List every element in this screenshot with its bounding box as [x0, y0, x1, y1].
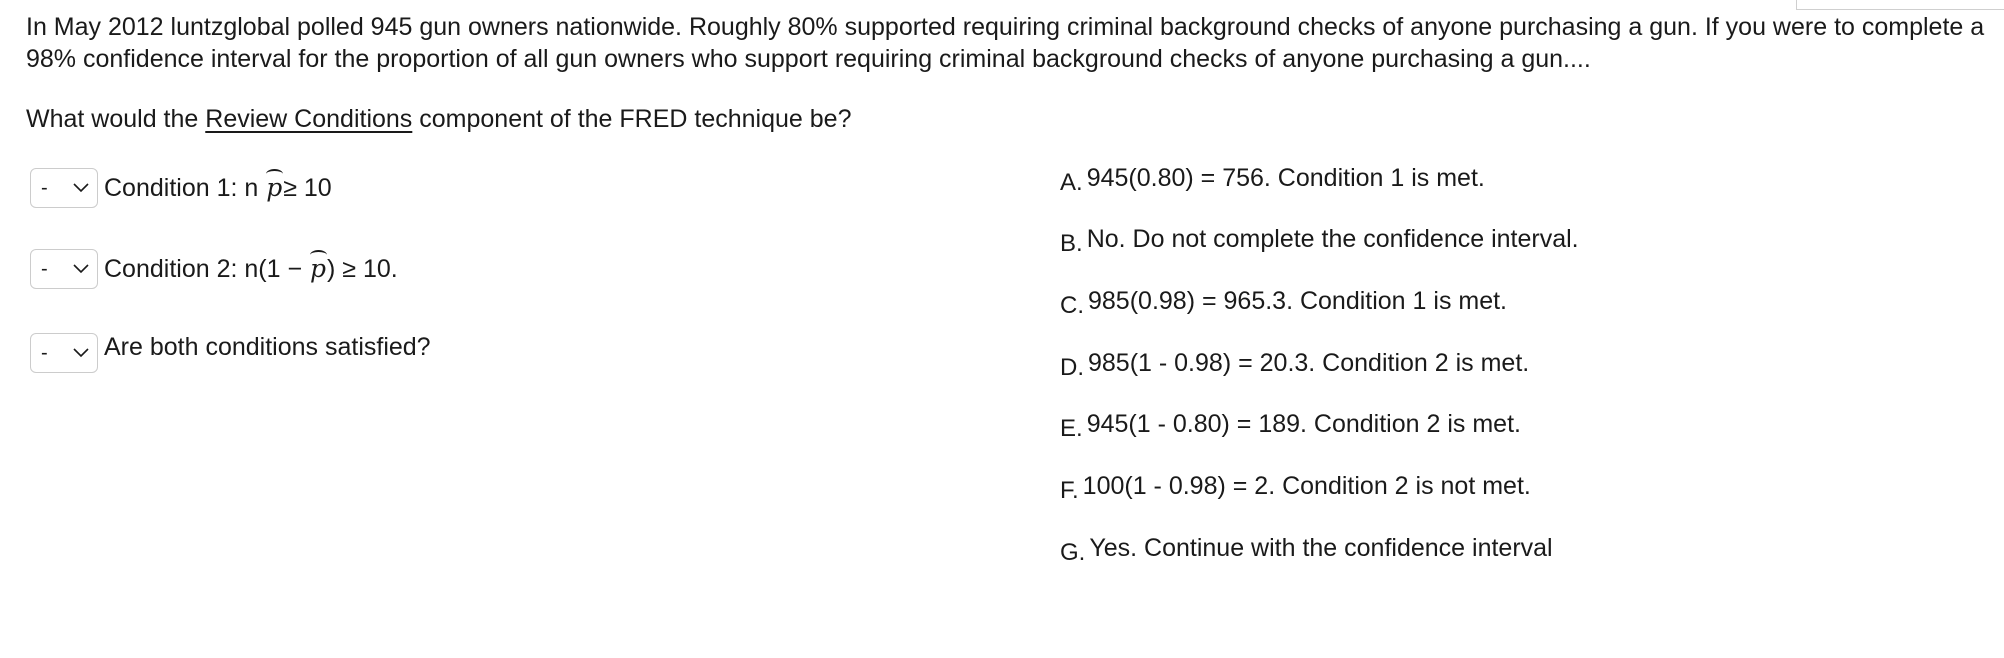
- review-conditions-link: Review Conditions: [205, 105, 413, 133]
- condition-1-pre: Condition 1: n: [104, 174, 266, 202]
- condition-2-dropdown-value: -: [41, 258, 48, 280]
- option-g: [1060, 534, 1553, 566]
- condition-3-row: [30, 333, 431, 373]
- condition-2-row: [30, 249, 398, 289]
- option-e: [1060, 410, 1521, 442]
- option-a: [1060, 164, 1485, 196]
- chevron-down-icon: [73, 264, 89, 274]
- condition-3-dropdown-value: -: [41, 342, 48, 364]
- p-hat-symbol: p: [310, 254, 327, 283]
- condition-2-post: ) ≥ 10.: [327, 255, 398, 283]
- condition-1-dropdown-value: -: [41, 177, 48, 199]
- condition-2-label: [104, 254, 398, 284]
- option-b-letter: B.: [1060, 230, 1083, 257]
- condition-1-row: [30, 168, 332, 208]
- option-b-text: No. Do not complete the confidence interval.: [1086, 225, 1579, 253]
- condition-1-dropdown[interactable]: [30, 168, 98, 208]
- prompt-before: What would the: [26, 105, 206, 133]
- option-g-text: Yes. Continue with the confidence interval: [1089, 534, 1553, 562]
- option-d: [1060, 349, 1530, 381]
- option-d-letter: D.: [1060, 354, 1084, 381]
- option-f-letter: F.: [1060, 477, 1079, 504]
- option-e-letter: E.: [1060, 415, 1083, 442]
- condition-1-post: ≥ 10: [283, 174, 332, 202]
- corner-panel-edge: [1796, 0, 2004, 10]
- condition-3-dropdown[interactable]: [30, 333, 98, 373]
- option-a-letter: A.: [1060, 169, 1083, 196]
- option-b: [1060, 225, 1579, 257]
- option-d-text: 985(1 - 0.98) = 20.3. Condition 2 is met.: [1088, 349, 1530, 377]
- option-f-text: 100(1 - 0.98) = 2. Condition 2 is not met.: [1082, 472, 1531, 500]
- condition-2-dropdown[interactable]: [30, 249, 98, 289]
- question-text: In May 2012 luntzglobal polled 945 gun owners nationwide. Roughly 80% supported requiring criminal background checks of anyone purchasing a gun. If you were to complete a 98% confidence interval for the proportion of all gun owners who support requiring criminal background checks of anyone purchasing a gun....: [26, 13, 1985, 73]
- prompt-text: [26, 103, 851, 135]
- option-c-text: 985(0.98) = 965.3. Condition 1 is met.: [1088, 287, 1508, 315]
- prompt-after: component of the FRED technique be?: [412, 105, 852, 133]
- option-a-text: 945(0.80) = 756. Condition 1 is met.: [1086, 164, 1485, 192]
- condition-1-label: [104, 173, 332, 203]
- option-g-letter: G.: [1060, 539, 1086, 566]
- condition-2-pre: Condition 2: n(1 −: [104, 255, 309, 283]
- p-hat-symbol: p: [266, 173, 283, 202]
- chevron-down-icon: [73, 348, 89, 358]
- option-e-text: 945(1 - 0.80) = 189. Condition 2 is met.: [1086, 410, 1521, 438]
- chevron-down-icon: [73, 183, 89, 193]
- option-f: [1060, 472, 1531, 504]
- option-c: [1060, 287, 1508, 319]
- condition-3-label: Are both conditions satisfied?: [104, 332, 431, 361]
- option-c-letter: C.: [1060, 292, 1084, 319]
